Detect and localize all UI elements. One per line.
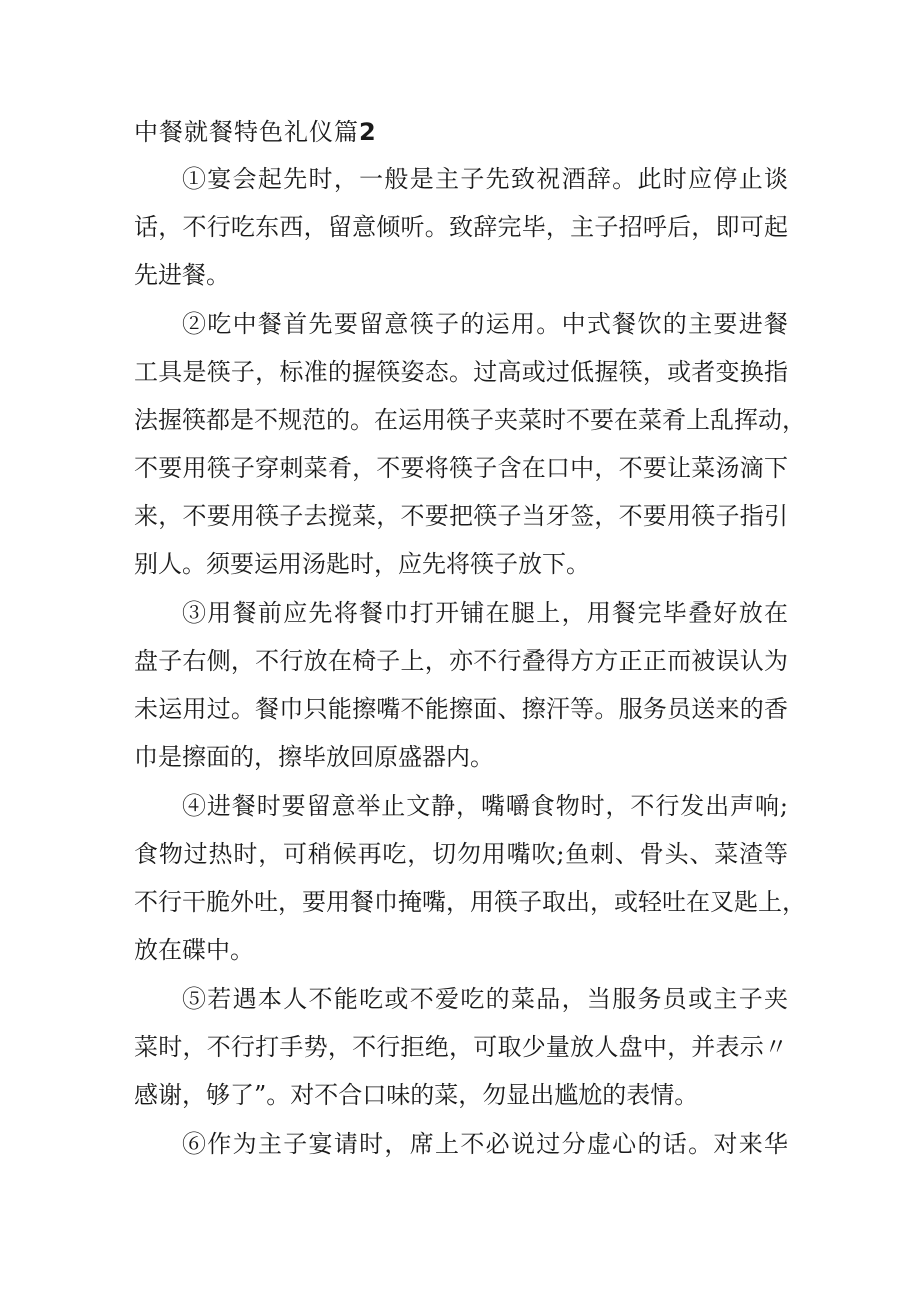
title-text: 中餐就餐特色礼仪篇 <box>134 118 359 146</box>
paragraph-1-line-1: ①宴会起先时，一般是主子先致祝酒辞。此时应停止谈 <box>182 165 790 193</box>
paragraph-6-line-1: ⑥作为主子宴请时，席上不必说过分虚心的话。对来华 <box>182 1130 790 1158</box>
paragraph-2-line-3: 法握筷都是不规范的。在运用筷子夹菜时不要在菜肴上乱挥动， <box>134 406 806 434</box>
paragraph-5-line-1: ⑤若遇本人不能吃或不爱吃的菜品，当服务员或主子夹 <box>182 985 790 1013</box>
paragraph-4-line-1: ④进餐时要留意举止文静，嘴嚼食物时，不行发出声响; <box>182 792 789 820</box>
paragraph-2-line-5: 来，不要用筷子去搅菜，不要把筷子当牙签，不要用筷子指引 <box>134 502 789 530</box>
paragraph-4-line-3: 不行干脆外吐，要用餐巾掩嘴，用筷子取出，或轻吐在叉匙上， <box>134 888 806 916</box>
paragraph-1-line-2: 话，不行吃东西，留意倾听。致辞完毕，主子招呼后，即可起 <box>134 213 789 241</box>
paragraph-1-line-3: 先进餐。 <box>134 261 230 289</box>
paragraph-3-line-1: ③用餐前应先将餐巾打开铺在腿上，用餐完毕叠好放在 <box>182 599 790 627</box>
paragraph-2-line-6: 别人。须要运用汤匙时，应先将筷子放下。 <box>134 550 590 578</box>
paragraph-5-line-2: 菜时，不行打手势，不行拒绝，可取少量放人盘中，并表示〃 <box>134 1033 789 1061</box>
paragraph-3-line-4: 巾是擦面的，擦毕放回原盛器内。 <box>134 743 494 771</box>
paragraph-3-line-2: 盘子右侧，不行放在椅子上，亦不行叠得方方正正而被误认为 <box>134 647 789 675</box>
paragraph-2-line-4: 不要用筷子穿刺菜肴，不要将筷子含在口中，不要让菜汤滴下 <box>134 454 789 482</box>
paragraph-3-line-3: 未运用过。餐巾只能擦嘴不能擦面、擦汗等。服务员送来的香 <box>134 695 789 723</box>
paragraph-4-line-4: 放在碟中。 <box>134 936 254 964</box>
paragraph-4-line-2: 食物过热时，可稍候再吃，切勿用嘴吹;鱼刺、骨头、菜渣等 <box>134 840 789 868</box>
paragraph-2-line-1: ②吃中餐首先要留意筷子的运用。中式餐饮的主要进餐 <box>182 310 790 338</box>
paragraph-2-line-2: 工具是筷子，标准的握筷姿态。过高或过低握筷，或者变换指 <box>134 358 789 386</box>
paragraph-5-line-3: 感谢，够了”。对不合口味的菜，勿显出尴尬的表情。 <box>134 1081 699 1109</box>
page-title <box>134 116 377 148</box>
title-number: 2 <box>359 118 377 146</box>
